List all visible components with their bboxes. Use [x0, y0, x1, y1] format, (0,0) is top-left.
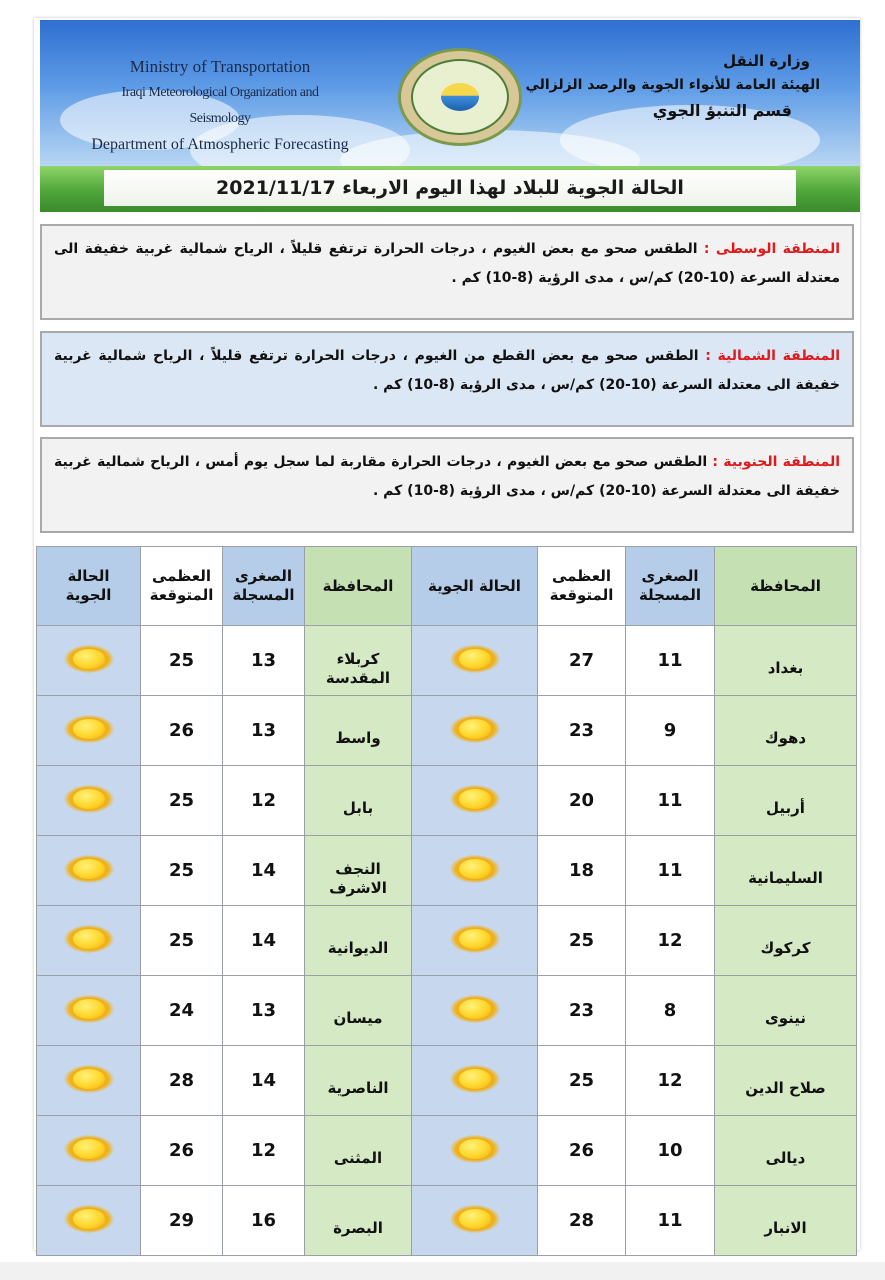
governorate-name: ديالى — [765, 1149, 806, 1167]
condition-cell — [412, 626, 538, 696]
max-temp-cell: 28 — [141, 1046, 223, 1116]
governorate-cell — [715, 766, 857, 836]
table-row — [37, 836, 857, 906]
min-temp-cell: 11 — [626, 626, 715, 696]
governorate-name: بغداد — [767, 659, 804, 677]
condition-cell — [37, 766, 141, 836]
sun-icon — [446, 921, 504, 957]
governorate-cell — [715, 906, 857, 976]
max-temp-cell: 25 — [538, 906, 626, 976]
ministry-ar: وزارة النقل — [723, 52, 810, 70]
condition-cell — [37, 1116, 141, 1186]
sun-icon — [446, 851, 504, 887]
region-northern — [40, 331, 854, 427]
max-temp-cell: 26 — [538, 1116, 626, 1186]
header-condition-right: الحالة الجوية — [412, 547, 538, 626]
max-temp-cell: 25 — [141, 766, 223, 836]
sun-icon — [60, 991, 118, 1027]
governorate-cell — [305, 836, 412, 906]
max-temp-cell: 25 — [141, 906, 223, 976]
min-temp-cell: 8 — [626, 976, 715, 1046]
governorate-name: كركوك — [760, 939, 811, 957]
max-temp-cell: 27 — [538, 626, 626, 696]
region-central-text: الطقس صحو مع بعض الغيوم ، درجات الحرارة ترتفع قليلاً ، الرياح شمالية غربية خفيفة الى معتدلة السرعة (10-20) كم/س ، مدى الرؤية (8-10) كم . — [54, 241, 840, 286]
min-temp-cell: 16 — [223, 1186, 305, 1256]
condition-cell — [412, 1186, 538, 1256]
condition-cell — [37, 696, 141, 766]
min-temp-cell: 9 — [626, 696, 715, 766]
condition-cell — [37, 626, 141, 696]
condition-cell — [412, 836, 538, 906]
condition-cell — [37, 1046, 141, 1116]
governorate-name: البصرة — [333, 1219, 383, 1237]
region-northern-name: المنطقة الشمالية : — [705, 348, 841, 364]
governorate-cell — [305, 976, 412, 1046]
governorate-cell — [715, 976, 857, 1046]
table-row — [37, 696, 857, 766]
header-max-left: العظمى المتوقعة — [141, 547, 223, 626]
governorate-name-line2: المقدسة — [325, 668, 391, 687]
title-bar — [40, 166, 860, 212]
min-temp-cell: 13 — [223, 626, 305, 696]
sun-icon — [60, 1201, 118, 1237]
condition-cell — [37, 1186, 141, 1256]
min-temp-cell: 11 — [626, 1186, 715, 1256]
sun-icon — [60, 921, 118, 957]
governorate-name: ميسان — [333, 1009, 383, 1027]
ministry-en: Ministry of Transportation — [129, 57, 311, 76]
sun-icon — [446, 991, 504, 1027]
sun-icon — [60, 851, 118, 887]
sun-icon — [446, 1201, 504, 1237]
header-governorate-left: المحافظة — [305, 547, 412, 626]
governorate-name: واسط — [335, 729, 381, 747]
header-min-left: الصغرى المسجلة — [223, 547, 305, 626]
governorate-cell — [305, 1116, 412, 1186]
condition-cell — [412, 766, 538, 836]
governorate-name: كربلاء — [336, 649, 380, 668]
condition-cell — [412, 696, 538, 766]
governorate-cell — [715, 696, 857, 766]
header-max-right: العظمى المتوقعة — [538, 547, 626, 626]
max-temp-cell: 29 — [141, 1186, 223, 1256]
governorate-name: الانبار — [764, 1219, 807, 1237]
table-row — [37, 766, 857, 836]
governorate-name: بابل — [342, 799, 374, 817]
sun-icon — [446, 1131, 504, 1167]
governorate-cell — [305, 906, 412, 976]
min-temp-cell: 11 — [626, 766, 715, 836]
condition-cell — [412, 976, 538, 1046]
min-temp-cell: 12 — [626, 906, 715, 976]
header-english — [90, 54, 350, 158]
max-temp-cell: 18 — [538, 836, 626, 906]
governorate-cell — [715, 626, 857, 696]
governorate-cell — [715, 836, 857, 906]
governorate-cell — [715, 1186, 857, 1256]
max-temp-cell: 25 — [538, 1046, 626, 1116]
sun-icon — [60, 641, 118, 677]
table-header-row — [37, 547, 857, 626]
bottom-strip — [0, 1262, 885, 1280]
governorate-cell — [305, 1186, 412, 1256]
governorate-name: نينوى — [764, 1009, 807, 1027]
governorate-name: المثنى — [333, 1149, 383, 1167]
header-arabic — [525, 50, 820, 124]
region-southern-text: الطقس صحو مع بعض الغيوم ، درجات الحرارة مقاربة لما سجل يوم أمس ، الرياح شمالية غربية خفيفة الى معتدلة السرعة (10-20) كم/س ، مدى الرؤية (8-10) كم . — [54, 454, 840, 499]
region-central — [40, 224, 854, 320]
table-row — [37, 1116, 857, 1186]
governorate-name: الناصرية — [327, 1079, 389, 1097]
min-temp-cell: 11 — [626, 836, 715, 906]
region-southern — [40, 437, 854, 533]
max-temp-cell: 26 — [141, 696, 223, 766]
bulletin-title: الحالة الجوية للبلاد لهذا اليوم الاربعاء 2021/11/17 — [104, 170, 796, 206]
sun-icon — [60, 1131, 118, 1167]
min-temp-cell: 10 — [626, 1116, 715, 1186]
governorate-cell — [305, 626, 412, 696]
max-temp-cell: 25 — [141, 836, 223, 906]
min-temp-cell: 12 — [223, 1116, 305, 1186]
organization-en: Iraqi Meteorological Organization and Seismology — [121, 85, 319, 126]
sun-icon — [60, 781, 118, 817]
max-temp-cell: 24 — [141, 976, 223, 1046]
min-temp-cell: 14 — [223, 836, 305, 906]
governorate-name: الديوانية — [327, 939, 389, 957]
min-temp-cell: 12 — [223, 766, 305, 836]
condition-cell — [37, 976, 141, 1046]
governorate-name: دهوك — [764, 729, 807, 747]
region-southern-name: المنطقة الجنوبية : — [712, 454, 840, 470]
max-temp-cell: 25 — [141, 626, 223, 696]
sun-icon — [446, 781, 504, 817]
department-ar: قسم التنبؤ الجوي — [652, 101, 792, 120]
sun-icon — [60, 711, 118, 747]
table-row — [37, 1186, 857, 1256]
table-row — [37, 626, 857, 696]
organization-logo-icon — [398, 48, 522, 146]
condition-cell — [412, 1046, 538, 1116]
temperature-table — [36, 546, 857, 1256]
governorate-name: صلاح الدين — [745, 1079, 826, 1097]
sun-icon — [60, 1061, 118, 1097]
max-temp-cell: 23 — [538, 976, 626, 1046]
governorate-name-line2: الاشرف — [329, 878, 387, 897]
condition-cell — [37, 906, 141, 976]
min-temp-cell: 13 — [223, 976, 305, 1046]
table-row — [37, 1046, 857, 1116]
governorate-cell — [715, 1116, 857, 1186]
header-min-right: الصغرى المسجلة — [626, 547, 715, 626]
max-temp-cell: 26 — [141, 1116, 223, 1186]
header-condition-left: الحالة الجوية — [37, 547, 141, 626]
organization-ar: الهيئة العامة للأنواء الجوية والرصد الزلزالي — [525, 77, 820, 93]
condition-cell — [412, 906, 538, 976]
region-northern-text: الطقس صحو مع بعض القطع من الغيوم ، درجات الحرارة ترتفع قليلاً ، الرياح شمالية غربية خفيفة الى معتدلة السرعة (10-20) كم/س ، مدى الرؤية (8-10) كم . — [54, 348, 840, 393]
governorate-cell — [305, 1046, 412, 1116]
sun-icon — [446, 641, 504, 677]
sun-icon — [446, 711, 504, 747]
min-temp-cell: 13 — [223, 696, 305, 766]
department-en: Department of Atmospheric Forecasting — [91, 136, 349, 153]
condition-cell — [412, 1116, 538, 1186]
table-row — [37, 906, 857, 976]
min-temp-cell: 14 — [223, 1046, 305, 1116]
governorate-name: السليمانية — [748, 869, 823, 887]
governorate-name: أربيل — [766, 799, 805, 817]
max-temp-cell: 28 — [538, 1186, 626, 1256]
max-temp-cell: 20 — [538, 766, 626, 836]
sun-icon — [446, 1061, 504, 1097]
condition-cell — [37, 836, 141, 906]
table-row — [37, 976, 857, 1046]
max-temp-cell: 23 — [538, 696, 626, 766]
min-temp-cell: 14 — [223, 906, 305, 976]
min-temp-cell: 12 — [626, 1046, 715, 1116]
region-central-name: المنطقة الوسطى : — [703, 241, 841, 257]
governorate-name: النجف — [335, 859, 381, 878]
governorate-cell — [305, 696, 412, 766]
header-governorate-right: المحافظة — [715, 547, 857, 626]
governorate-cell — [305, 766, 412, 836]
governorate-cell — [715, 1046, 857, 1116]
